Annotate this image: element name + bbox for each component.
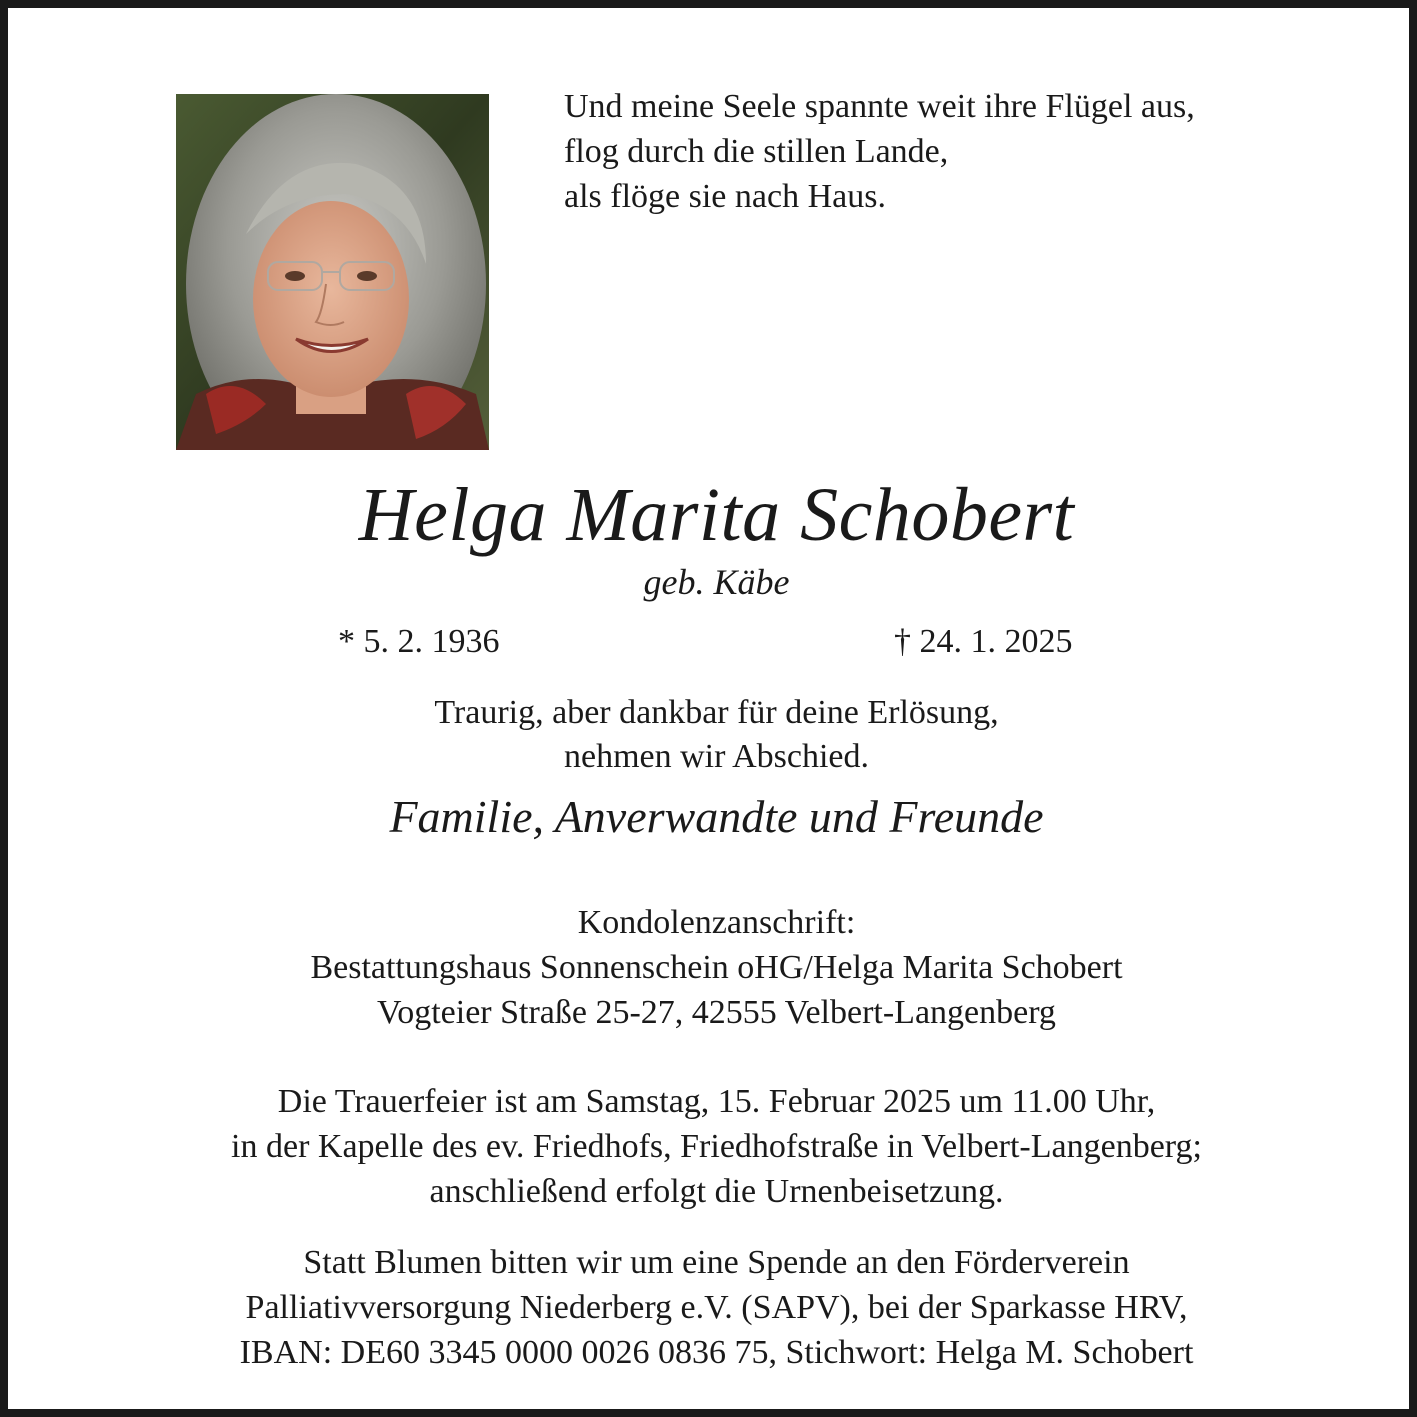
mourners: Familie, Anverwandte und Freunde	[389, 791, 1044, 842]
condolence-line: Bestattungshaus Sonnenschein oHG/Helga Marita Schobert	[310, 949, 1123, 986]
portrait-image	[176, 94, 489, 450]
condolence-line: Vogteier Straße 25-27, 42555 Velbert-Langenberg	[377, 994, 1056, 1031]
funeral-ceremony-info	[8, 1079, 1417, 1214]
portrait-photo	[176, 94, 489, 450]
motto-line: als flöge sie nach Haus.	[564, 178, 886, 215]
death-date: † 24. 1. 2025	[894, 623, 1073, 660]
donation-line: Palliativversorgung Niederberg e.V. (SAPV), bei der Sparkasse HRV,	[245, 1289, 1188, 1326]
ceremony-line: Die Trauerfeier ist am Samstag, 15. Februar 2025 um 11.00 Uhr,	[277, 1083, 1156, 1120]
grief-line: nehmen wir Abschied.	[564, 738, 869, 775]
ceremony-line: anschließend erfolgt die Urnenbeisetzung.	[429, 1173, 1004, 1210]
motto-line: flog durch die stillen Lande,	[564, 133, 949, 170]
donation-line: IBAN: DE60 3345 0000 0026 0836 75, Stichwort: Helga M. Schobert	[239, 1334, 1194, 1371]
deceased-name: Helga Marita Schobert	[358, 473, 1075, 557]
condolence-address	[8, 900, 1417, 1035]
condolence-line: Kondolenzanschrift:	[577, 904, 856, 941]
grief-statement	[8, 691, 1417, 779]
donation-line: Statt Blumen bitten wir um eine Spende an den Förderverein	[303, 1244, 1130, 1281]
motto-line: Und meine Seele spannte weit ihre Flügel aus,	[564, 88, 1195, 125]
donation-request	[8, 1240, 1417, 1375]
birth-date: * 5. 2. 1936	[338, 623, 500, 660]
motto-poem	[564, 84, 1195, 219]
grief-line: Traurig, aber dankbar für deine Erlösung,	[434, 694, 999, 731]
ceremony-line: in der Kapelle des ev. Friedhofs, Friedhofstraße in Velbert-Langenberg;	[231, 1128, 1202, 1165]
maiden-name: geb. Käbe	[643, 562, 790, 602]
